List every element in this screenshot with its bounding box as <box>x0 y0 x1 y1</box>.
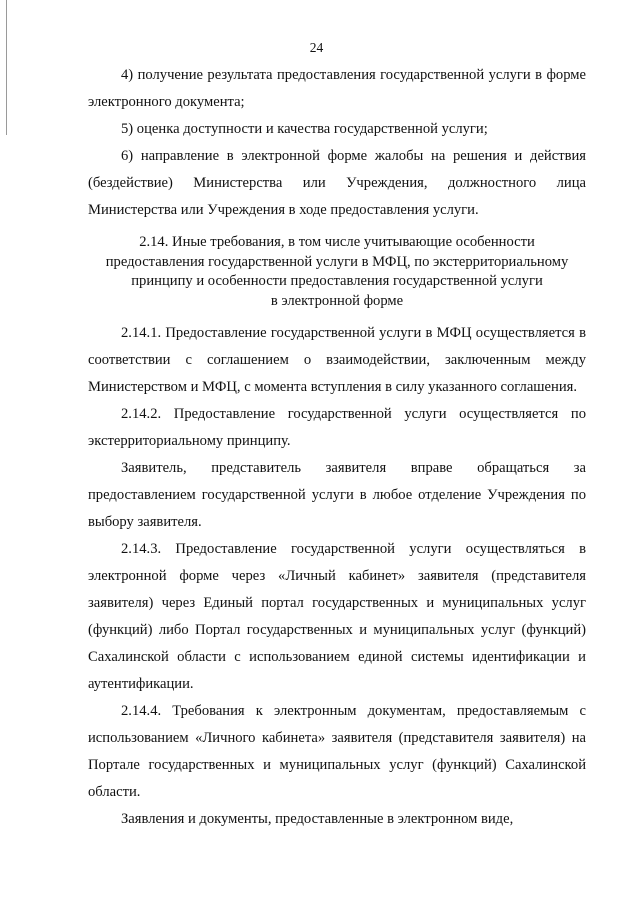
section-heading-line: 2.14. Иные требования, в том числе учитывающие особенности <box>139 234 535 250</box>
section-heading <box>88 233 586 311</box>
paragraph-2-14-4: 2.14.4. Требования к электронным документам, предоставляемым с использованием «Личного кабинета» заявителя (представителя заявителя) на Портале государственных и муниципальных услуг (функций) Сахалинской области. <box>88 703 586 800</box>
paragraph-2-14-1: 2.14.1. Предоставление государственной услуги в МФЦ осуществляется в соответствии с соглашением о взаимодействии, заключенным между Министерством и МФЦ, с момента вступления в силу указанного соглашения. <box>88 325 586 395</box>
paragraph-applicant: Заявитель, представитель заявителя вправе обращаться за предоставлением государственной услуги в любое отделение Учреждения по выбору заявителя. <box>88 460 586 530</box>
section-heading-line: в электронной форме <box>270 292 404 309</box>
margin-rule <box>6 0 7 135</box>
list-item: 6) направление в электронной форме жалобы на решения и действия (бездействие) Министерства или Учреждения, должностного лица Министерства или Учреждения в ходе предоставления услуги. <box>88 148 586 218</box>
list-block <box>88 62 586 224</box>
section-heading-line: принципу и особенности предоставления государственной услуги <box>131 273 543 289</box>
section-heading-line: предоставления государственной услуги в МФЦ, по экстерриториальному <box>105 253 569 270</box>
paragraph-2-14-2: 2.14.2. Предоставление государственной услуги осуществляется по экстерриториальному принципу. <box>88 406 586 449</box>
paragraph-2-14-3: 2.14.3. Предоставление государственной услуги осуществляться в электронной форме через «Личный кабинет» заявителя (представителя заявителя) через Единый портал государственных и муниципальных услуг (функций) либо Портал государственных и муниципальных услуг (функций) Сахалинской области с использованием единой системы идентификации и аутентификации. <box>88 541 586 692</box>
page-number: 24 <box>309 40 324 55</box>
main-text <box>88 320 586 833</box>
list-item: 5) оценка доступности и качества государственной услуги; <box>121 121 488 137</box>
list-item: 4) получение результата предоставления государственной услуги в форме электронного документа; <box>88 67 586 110</box>
paragraph-statements: Заявления и документы, предоставленные в электронном виде, <box>121 811 514 827</box>
